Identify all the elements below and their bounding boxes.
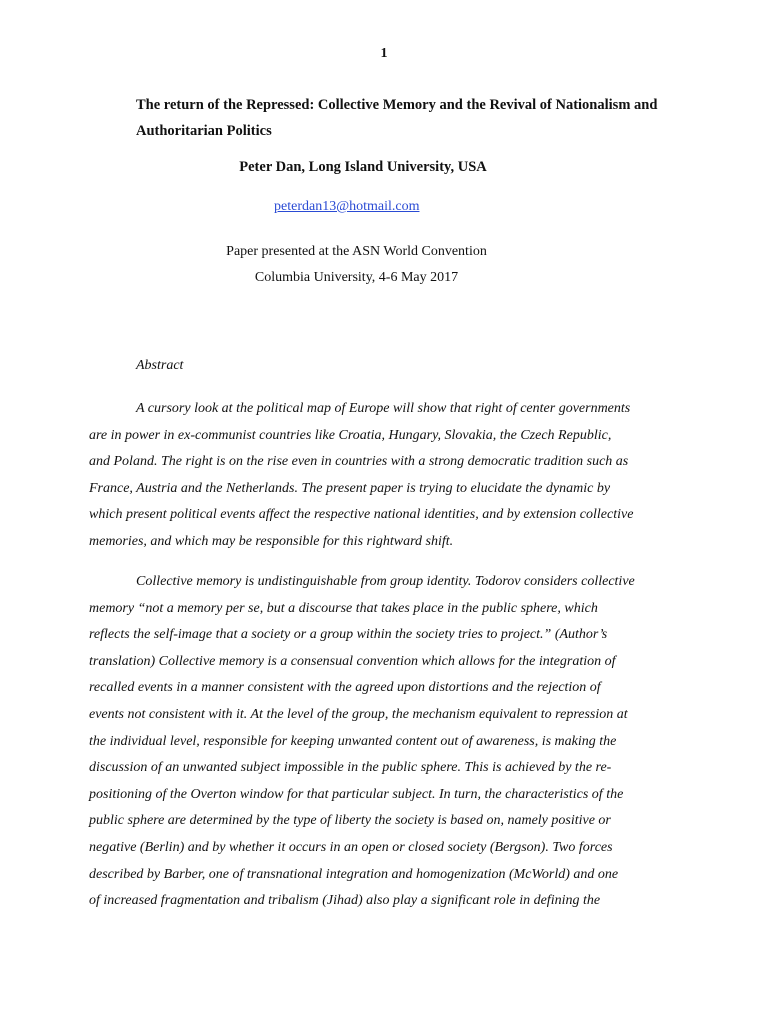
text-line: events not consistent with it. At the level of the group, the mechanism equivalent to repression at (89, 706, 628, 722)
text-line: and Poland. The right is on the rise even in countries with a strong democratic tradition such as (89, 454, 629, 470)
text-line: negative (Berlin) and by whether it occurs in an open or closed society (Bergson). Two forces (89, 839, 613, 855)
venue-line: Columbia University, 4-6 May 2017 (254, 270, 459, 285)
text-line: the individual level, responsible for keeping unwanted content out of awareness, is making the (89, 733, 617, 749)
text-line: of increased fragmentation and tribalism (Jihad) also play a significant role in defining the (89, 893, 601, 909)
text-line: discussion of an unwanted subject impossible in the public sphere. This is achieved by the re- (89, 760, 612, 776)
paper-title (136, 92, 696, 144)
text-line: memories, and which may be responsible for this rightward shift. (89, 533, 454, 549)
text-line: France, Austria and the Netherlands. The present paper is trying to elucidate the dynamic by (89, 480, 611, 496)
text-line: memory “not a memory per se, but a discourse that takes place in the public sphere, which (89, 600, 598, 616)
text-line: are in power in ex-communist countries like Croatia, Hungary, Slovakia, the Czech Republic, (89, 427, 612, 443)
page-number: 1 (380, 46, 388, 61)
text-line: public sphere are determined by the type of liberty the society is based on, namely positive or (89, 813, 611, 829)
text-line: recalled events in a manner consistent with the agreed upon distortions and the rejection of (89, 680, 601, 696)
abstract-paragraph-2 (89, 569, 684, 915)
text-line: translation) Collective memory is a consensual convention which allows for the integration of (89, 653, 616, 669)
venue-info (0, 239, 713, 291)
text-line: reflects the self-image that a society or a group within the society tries to project.” (Author’s (89, 627, 608, 643)
author-line: Peter Dan, Long Island University, USA (239, 159, 487, 175)
abstract-heading: Abstract (136, 358, 184, 373)
author-email-link[interactable]: peterdan13@hotmail.com (274, 199, 420, 214)
venue-line: Paper presented at the ASN World Convention (226, 244, 487, 259)
abstract-paragraph-1 (89, 396, 684, 556)
text-line: A cursory look at the political map of Europe will show that right of center governments (136, 401, 631, 416)
text-line: Collective memory is undistinguishable from group identity. Todorov considers collective (136, 574, 635, 589)
text-line: positioning of the Overton window for that particular subject. In turn, the characteristics of the (89, 786, 624, 802)
paper-title-line: The return of the Repressed: Collective Memory and the Revival of Nationalism and (136, 97, 658, 113)
paper-title-line: Authoritarian Politics (136, 123, 272, 139)
text-line: which present political events affect the respective national identities, and by extension collective (89, 507, 634, 523)
text-line: described by Barber, one of transnational integration and homogenization (McWorld) and one (89, 866, 619, 882)
